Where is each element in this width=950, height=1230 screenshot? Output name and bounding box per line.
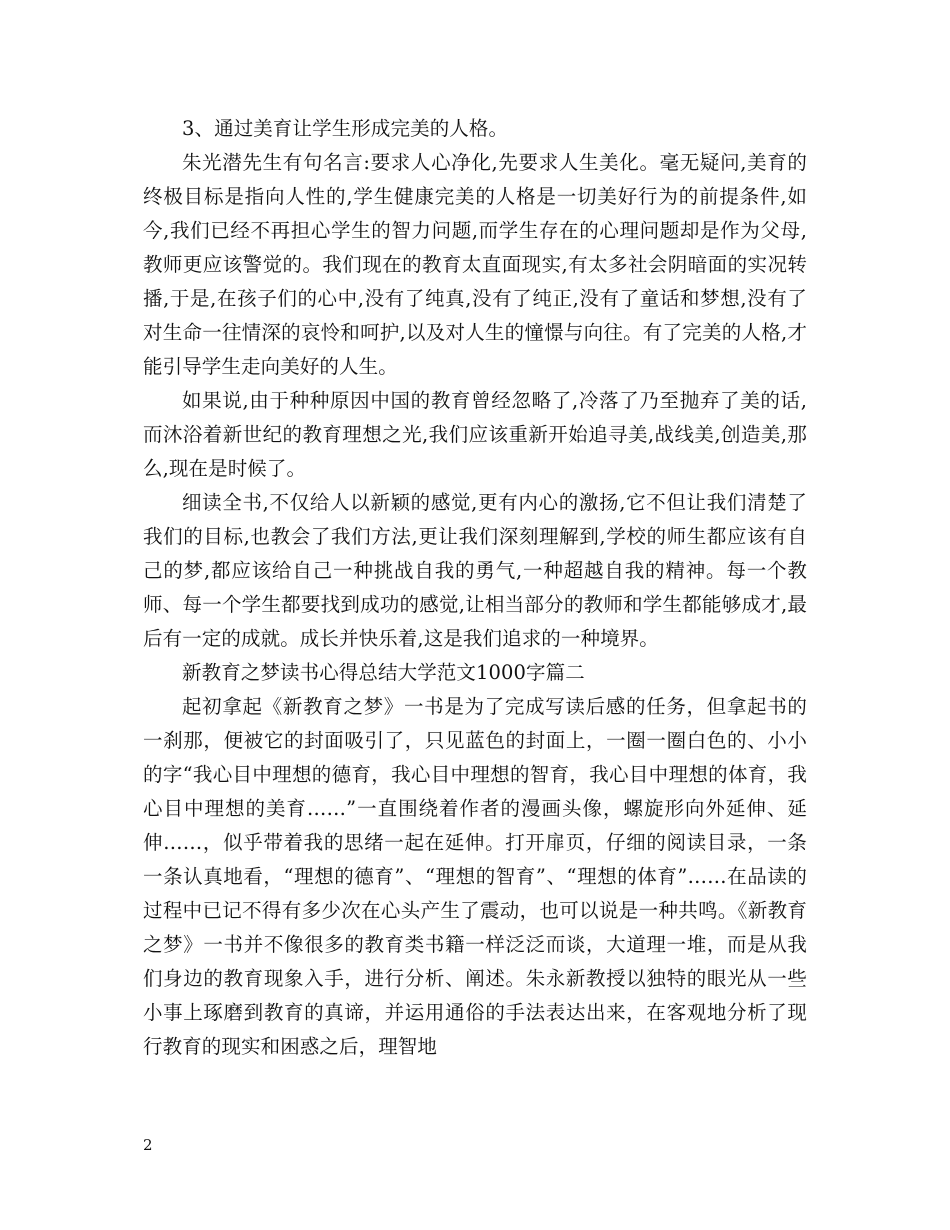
section-heading: 3、通过美育让学生形成完美的人格。 [182, 117, 509, 140]
paragraph: 起初拿起《新教育之梦》一书是为了完成写读后感的任务，但拿起书的一刹那，便被它的封面吸引了，只见蓝色的封面上，一圈一圈白色的、小小的字“我心目中理想的德育，我心目中理想的智育，我心目中理想的体育，我心目中理想的美育……”一直围绕着作者的漫画头像，螺旋形向外延伸、延伸……，似乎带着我的思绪一起在延伸。打开扉页，仔细的阅读目录，一条一条认真地看，“理想的德育”、“理想的智育”、“理想的体育”……在品读的过程中已记不得有多少次在心头产生了震动，也可以说是一种共鸣。《新教育之梦》一书并不像很多的教育类书籍一样泛泛而谈，大道理一堆，而是从我们身边的教育现象入手，进行分析、阐述。朱永新教授以独特的眼光从一些小事上琢磨到教育的真谛，并运用通俗的手法表达出来，在客观地分析了现行教育的现实和困惑之后，理智地 [143, 695, 807, 1058]
article-subtitle: 新教育之梦读书心得总结大学范文1000字篇二 [182, 661, 585, 684]
paragraph: 朱光潜先生有句名言:要求人心净化,先要求人生美化。毫无疑问,美育的终极目标是指向人性的,学生健康完美的人格是一切美好行为的前提条件,如今,我们已经不再担心学生的智力问题,而学生存在的心理问题却是作为父母,教师更应该警觉的。我们现在的教育太直面现实,有太多社会阴暗面的实况转播,于是,在孩子们的心中,没有了纯真,没有了纯正,没有了童话和梦想,没有了对生命一往情深的哀怜和呵护,以及对人生的憧憬与向往。有了完美的人格,才能引导学生走向美好的人生。 [143, 151, 807, 378]
paragraph: 细读全书,不仅给人以新颖的感觉,更有内心的激扬,它不但让我们清楚了我们的目标,也教会了我们方法,更让我们深刻理解到,学校的师生都应该有自己的梦,都应该给自己一种挑战自我的勇气,一种超越自我的精神。每一个教师、每一个学生都要找到成功的感觉,让相当部分的教师和学生都能够成才,最后有一定的成就。成长并快乐着,这是我们追求的一种境界。 [143, 491, 807, 650]
paragraph: 如果说,由于种种原因中国的教育曾经忽略了,冷落了乃至抛弃了美的话,而沐浴着新世纪的教育理想之光,我们应该重新开始追寻美,战线美,创造美,那么,现在是时候了。 [143, 389, 807, 480]
page-number: 2 [143, 1136, 153, 1154]
page-body [143, 112, 807, 1064]
